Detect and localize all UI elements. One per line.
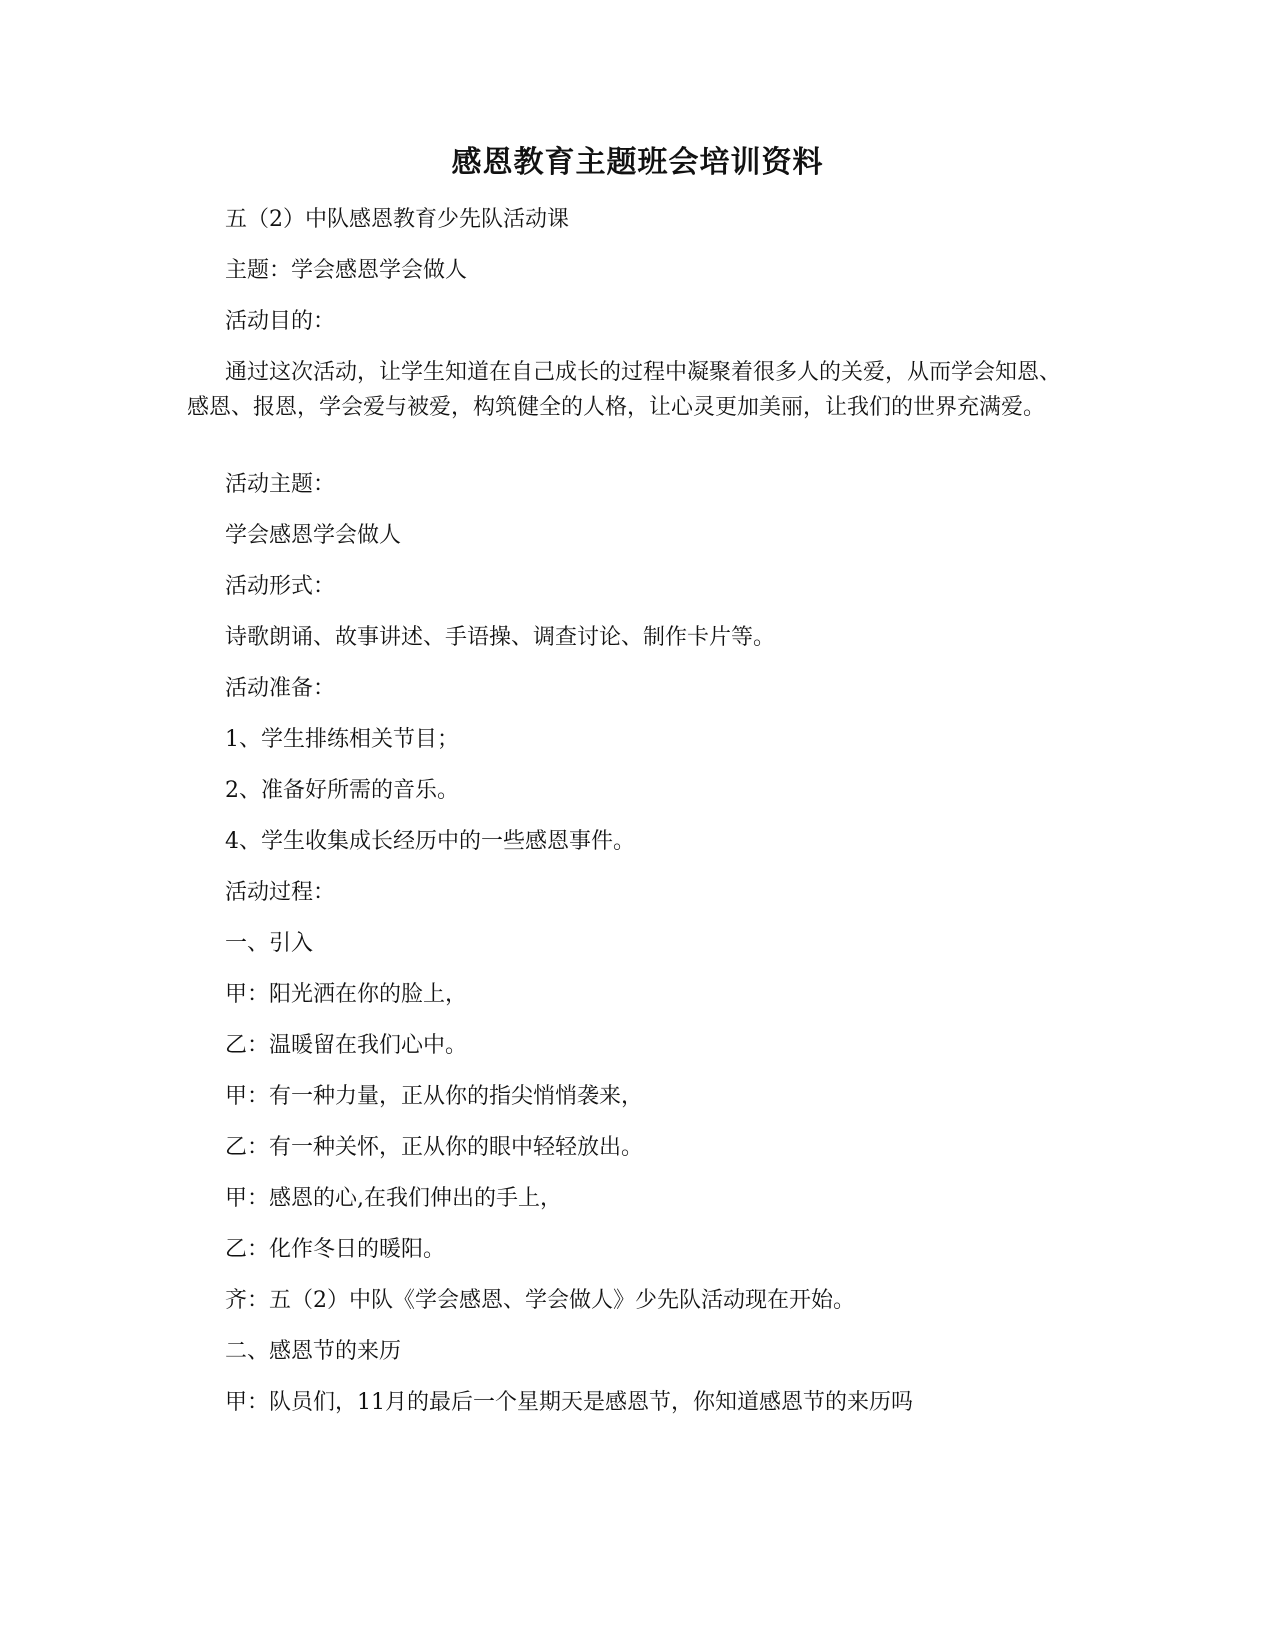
- paragraph-prep-item-4: 4、学生收集成长经历中的一些感恩事件。: [225, 829, 635, 854]
- paragraph-purpose-body: 通过这次活动，让学生知道在自己成长的过程中凝聚着很多人的关爱，从而学会知恩、感恩、报恩，学会爱与被爱，构筑健全的人格，让心灵更加美丽，让我们的世界充满爱。: [187, 360, 1062, 420]
- paragraph-dialogue-7: 齐：五（2）中队《学会感恩、学会做人》少先队活动现在开始。: [225, 1288, 855, 1313]
- paragraph-activity-theme-heading: 活动主题：: [225, 472, 336, 497]
- document-title: 感恩教育主题班会培训资料: [451, 145, 824, 180]
- paragraph-prep-item-2: 2、准备好所需的音乐。: [225, 778, 459, 803]
- paragraph-purpose-heading: 活动目的：: [225, 309, 336, 334]
- paragraph-activity-theme-body: 学会感恩学会做人: [225, 523, 402, 548]
- paragraph-dialogue-6: 乙：化作冬日的暖阳。: [225, 1237, 446, 1262]
- paragraph-theme: 主题：学会感恩学会做人: [225, 258, 468, 283]
- paragraph-dialogue-8: 甲：队员们，11月的最后一个星期天是感恩节，你知道感恩节的来历吗: [225, 1390, 913, 1415]
- paragraph-section-history: 二、感恩节的来历: [225, 1339, 402, 1364]
- paragraph-form-body: 诗歌朗诵、故事讲述、手语操、调查讨论、制作卡片等。: [225, 625, 776, 650]
- paragraph-process-heading: 活动过程：: [225, 880, 336, 905]
- paragraph-dialogue-1: 甲：阳光洒在你的脸上，: [225, 982, 468, 1007]
- paragraph-dialogue-5: 甲：感恩的心,在我们伸出的手上，: [225, 1186, 562, 1211]
- paragraph-dialogue-3: 甲：有一种力量，正从你的指尖悄悄袭来，: [225, 1084, 644, 1109]
- paragraph-dialogue-2: 乙：温暖留在我们心中。: [225, 1033, 468, 1058]
- paragraph-prep-item-1: 1、学生排练相关节目；: [225, 727, 459, 752]
- paragraph-form-heading: 活动形式：: [225, 574, 336, 599]
- paragraph-dialogue-4: 乙：有一种关怀，正从你的眼中轻轻放出。: [225, 1135, 644, 1160]
- paragraph-class-name: 五（2）中队感恩教育少先队活动课: [225, 207, 569, 232]
- paragraph-section-intro: 一、引入: [225, 931, 314, 956]
- paragraph-prep-heading: 活动准备：: [225, 676, 336, 701]
